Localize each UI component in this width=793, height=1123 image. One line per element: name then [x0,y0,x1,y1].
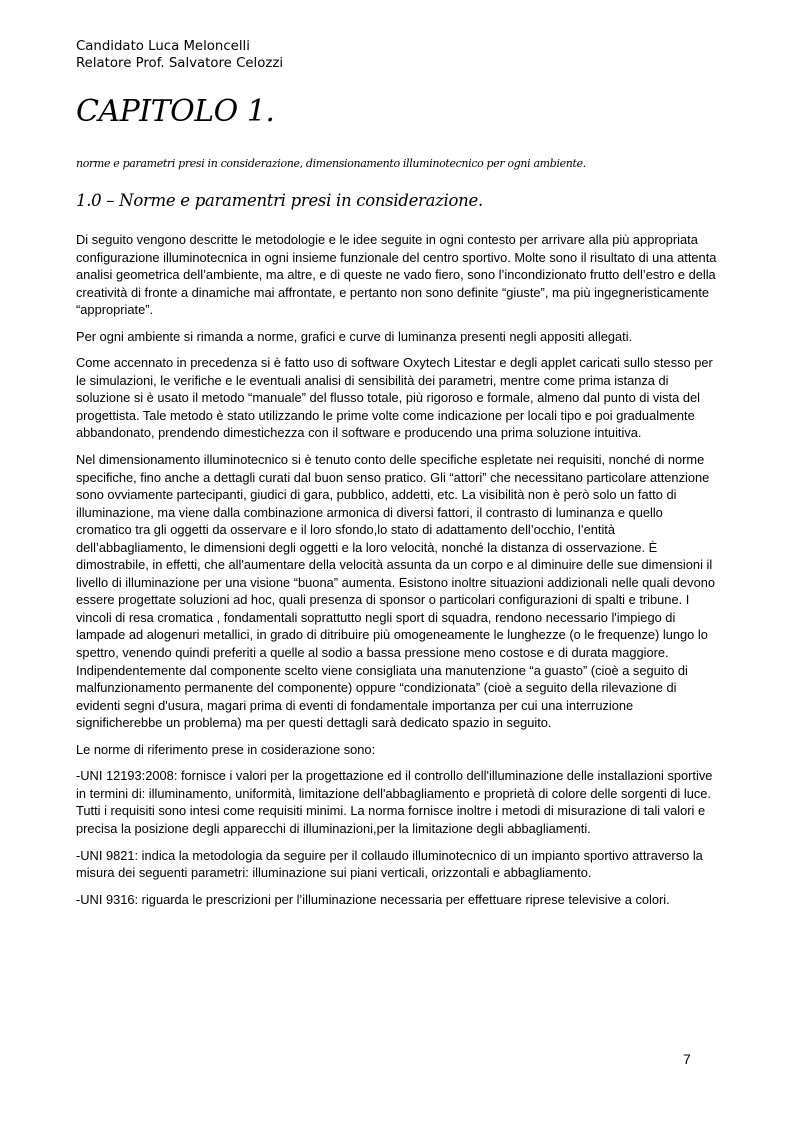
chapter-title: CAPITOLO 1. [76,94,275,129]
section-heading: 1.0 – Norme e paramentri presi in considerazione. [76,191,483,210]
supervisor-line: Relatore Prof. Salvatore Celozzi [76,56,284,71]
paragraph: Per ogni ambiente si rimanda a norme, grafici e curve di luminanza presenti negli appositi allegati. [76,328,633,344]
paragraph-norm-uni-12193: -UNI 12193:2008: fornisce i valori per la progettazione ed il controllo dell'illuminazione delle installazioni sportive in termini di: illuminamento, uniformità, limitazione dell'abbagliamento e proprietà di colore delle sorgenti di luce. Tutti i requisiti sono intesi come requisiti minimi. La norma fornisce inoltre i metodi di misurazione di tali valori e precisa la posizione degli apparecchi di illuminazioni,per la limitazione degli abbagliamenti. [76,768,713,836]
candidate-line: Candidato Luca Meloncelli [76,39,250,54]
chapter-subtitle: norme e parametri presi in considerazione, dimensionamento illuminotecnico per ogni ambiente. [76,157,586,170]
paragraph: Nel dimensionamento illuminotecnico si è tenuto conto delle specifiche espletate nei requisiti, nonché di norme specifiche, fino anche a dettagli curati dal buon senso pratico. Gli “attori” che necessitano particolare attenzione sono ovviamente partecipanti, giudici di gara, pubblico, addetti, etc. La visibilità non è però solo un fatto di illuminazione, ma viene dalla combinazione armonica di diversi fattori, il contrasto di luminanza e quello cromatico tra gli oggetti da osservare e il loro sfondo,lo stato di adattamento dell’occhio, l’entità dell’abbagliamento, le dimensioni degli oggetti e la loro velocità, nonché la distanza di osservazione. È dimostrabile, in effetti, che all'aumentare della velocità assunta da un corpo e al diminuire delle sue dimensioni il livello di illuminazione per una visione “buona” aumenta. Esistono inoltre situazioni addizionali nelle quali devono essere progettate soluzioni ad hoc, quali presenza di sponsor o particolari configurazioni di spalti e tribune. I vincoli di resa cromatica , fondamentali soprattutto negli sport di squadra, rendono necessario l'impiego di lampade ad alogenuri metallici, in grado di ditribuire più omogeneamente le lunghezze (o le frequenze) lungo lo spettro, venendo quindi preferiti a quelle al sodio a bassa pressione meno costose e di durata maggiore. Indipendentemente dal componente scelto viene consigliata una manutenzione “a guasto” (cioè a seguito di malfunzionamento permanente del componente) oppure “condizionata” (cioè a seguito della rilevazione di evidenti segni d'usura, magari prima di eventi di fondamentale importanza per cui una interruzione significherebbe un problema) ma per questi dettagli sarà dedicato spazio in seguito. [76,452,716,731]
body-text [76,231,721,917]
page-header [76,38,283,72]
paragraph: Le norme di riferimento prese in cosiderazione sono: [76,741,376,757]
page-number: 7 [683,1051,691,1067]
paragraph: Di seguito vengono descritte le metodologie e le idee seguite in ogni contesto per arrivare alla più appropriata configurazione illuminotecnica in ogni insieme funzionale del centro sportivo. Molte sono il risultato di una attenta analisi geometrica dell’ambiente, ma altre, e di queste ne vado fiero, sono l’incondizionato frutto dell’estro e della creatività di fronte a dinamiche mai affrontate, e pertanto non sono definite “giuste”, ma più ingegneristicamente “appropriate”. [76,232,717,318]
paragraph-norm-uni-9316: -UNI 9316: riguarda le prescrizioni per l’illuminazione necessaria per effettuare riprese televisive a colori. [76,891,670,907]
paragraph-norm-uni-9821: -UNI 9821: indica la metodologia da seguire per il collaudo illuminotecnico di un impianto sportivo attraverso la misura dei seguenti parametri: illuminazione sui piani verticali, orizzontali e abbagliamento. [76,847,703,881]
paragraph: Come accennato in precedenza si è fatto uso di software Oxytech Litestar e degli applet caricati sullo stesso per le simulazioni, le verifiche e le eventuali analisi di sensibilità dei parametri, mentre come prima istanza di soluzione si è usato il metodo “manuale” del flusso totale, più rigoroso e formale, almeno dal punto di vista del progettista. Tale metodo è stato utilizzando le prime volte come indicazione per locali tipo e poi gradualmente abbandonato, prendendo dimestichezza con il software e producendo una prima soluzione intuitiva. [76,355,713,441]
